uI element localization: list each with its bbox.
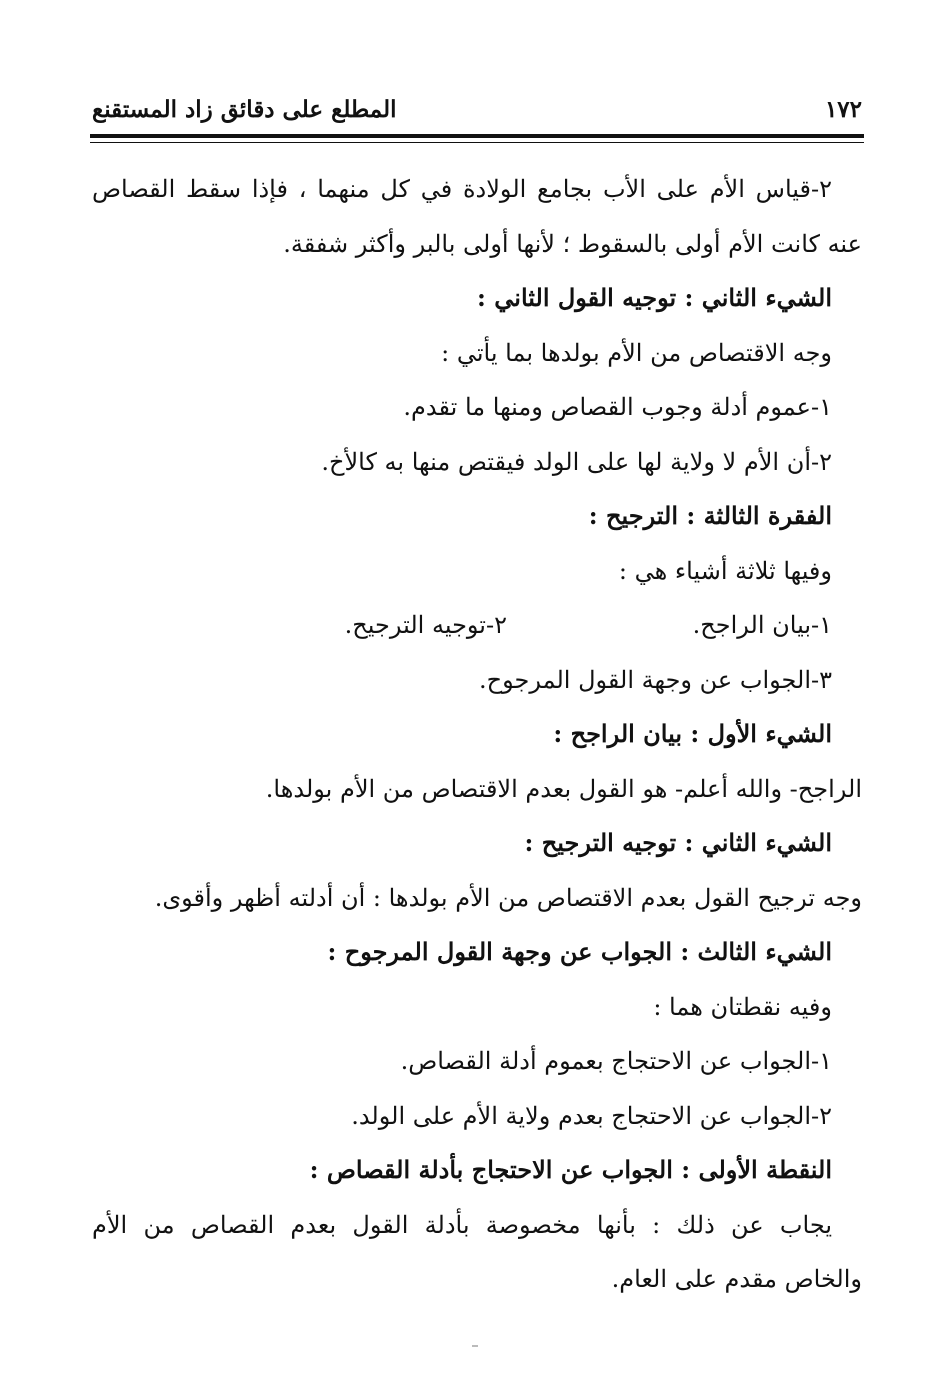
- paragraph-line: وجه الاقتصاص من الأم بولدها بما يأتي :: [441, 338, 832, 367]
- page-body: [92, 162, 862, 1307]
- page-number: ١٧٢: [824, 96, 862, 123]
- list-item: ٢-توجيه الترجيح.: [344, 611, 507, 639]
- section-heading: النقطة الأولى : الجواب عن الاحتجاج بأدلة القصاص :: [309, 1155, 832, 1184]
- list-item: ٢-أن الأم لا ولاية لها على الولد فيقتص منها به كالأخ.: [321, 447, 832, 476]
- paragraph-line: وجه ترجيح القول بعدم الاقتصاص من الأم بولدها : أن أدلته أظهر وأقوى.: [154, 883, 862, 912]
- page-header: [92, 92, 862, 132]
- paragraph-line: ٢-قياس الأم على الأب بجامع الولادة في كل منهما ، فإذا سقط القصاص: [92, 175, 832, 203]
- list-item: ٢-الجواب عن الاحتجاج بعدم ولاية الأم على الولد.: [351, 1101, 832, 1130]
- list-item: ٣-الجواب عن وجهة القول المرجوح.: [478, 665, 832, 694]
- paragraph-line: وفيها ثلاثة أشياء هي :: [618, 556, 832, 585]
- book-title: المطلع على دقائق زاد المستقنع: [92, 96, 397, 123]
- list-item: ١-عموم أدلة وجوب القصاص ومنها ما تقدم.: [403, 393, 832, 421]
- section-heading: الشيء الثاني : توجيه القول الثاني :: [477, 283, 832, 312]
- header-rule-thick: [90, 134, 864, 138]
- section-heading: الشيء الثاني : توجيه الترجيح :: [524, 828, 832, 857]
- list-row: [92, 598, 862, 653]
- paragraph-line: وفيه نقطتان هما :: [653, 992, 832, 1021]
- paragraph-line: عنه كانت الأم أولى بالسقوط ؛ لأنها أولى بالبر وأكثر شفقة.: [283, 229, 862, 258]
- section-heading: الفقرة الثالثة : الترجيح :: [588, 501, 832, 530]
- section-heading: الشيء الثالث : الجواب عن وجهة القول المرجوح :: [327, 937, 832, 966]
- list-item: ١-بيان الراجح.: [692, 611, 832, 639]
- header-rule-thin: [90, 142, 864, 143]
- paragraph-line: يجاب عن ذلك : بأنها مخصوصة بأدلة القول بعدم القصاص من الأم: [92, 1210, 832, 1239]
- paragraph-line: الراجح- والله أعلم- هو القول بعدم الاقتصاص من الأم بولدها.: [265, 774, 862, 803]
- list-item: ١-الجواب عن الاحتجاج بعموم أدلة القصاص.: [400, 1047, 832, 1075]
- section-heading: الشيء الأول : بيان الراجح :: [553, 719, 832, 748]
- footer-mark: [472, 1345, 478, 1347]
- paragraph-line: والخاص مقدم على العام.: [611, 1265, 862, 1293]
